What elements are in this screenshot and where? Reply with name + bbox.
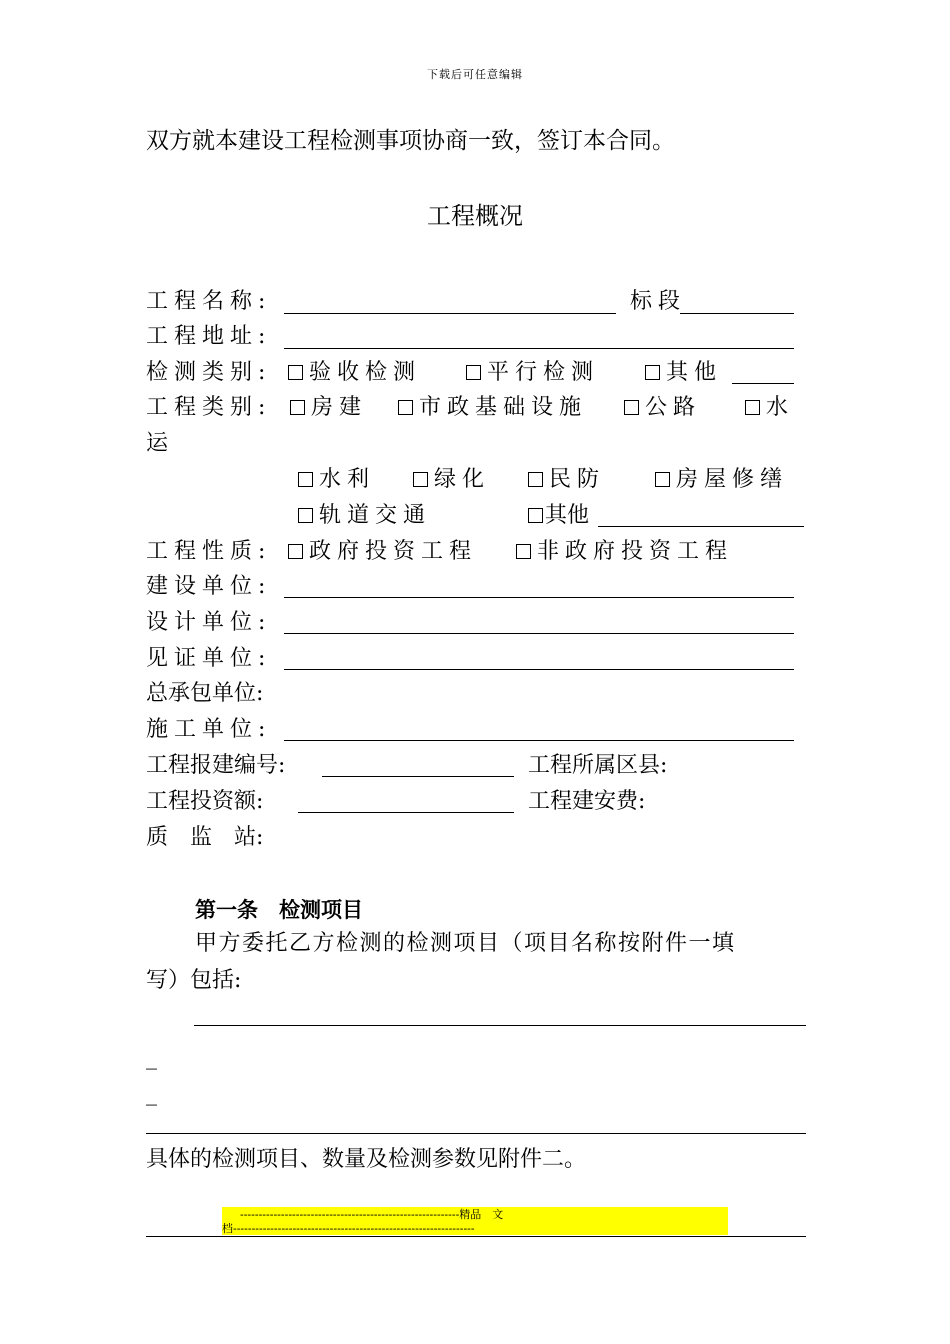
input-line-section[interactable] — [680, 313, 794, 314]
checkbox-icon[interactable] — [398, 400, 413, 415]
checkbox-icon[interactable] — [528, 508, 543, 523]
input-line-project-name[interactable] — [284, 313, 616, 314]
footer-rule — [146, 1236, 806, 1237]
article1-paragraph-line2: 写）包括: — [146, 968, 242, 993]
checkbox-icon[interactable] — [624, 400, 639, 415]
input-line-witness[interactable] — [284, 669, 794, 670]
label-project-nature: 工程性质: — [146, 539, 272, 564]
option-government-investment[interactable]: 政府投资工程 — [288, 538, 477, 566]
checkbox-icon[interactable] — [516, 544, 531, 559]
input-line-designer[interactable] — [284, 633, 794, 634]
dash-mark-1: _ — [146, 1045, 157, 1070]
input-line-report-number[interactable] — [322, 776, 514, 777]
option-highway[interactable]: 公路 — [624, 394, 701, 422]
input-line-other-test[interactable] — [732, 383, 794, 384]
input-line-constructor[interactable] — [284, 740, 794, 741]
checkbox-icon[interactable] — [298, 508, 313, 523]
option-municipal[interactable]: 市政基础设施 — [398, 394, 587, 422]
dash-mark-2: _ — [146, 1081, 157, 1106]
article1-paragraph-line1: 甲方委托乙方检测的检测项目（项目名称按附件一填 — [195, 931, 736, 956]
checkbox-icon[interactable] — [288, 365, 303, 380]
article1-detail: 具体的检测项目、数量及检测参数见附件二。 — [146, 1147, 587, 1172]
checkbox-icon[interactable] — [645, 365, 660, 380]
input-line-builder[interactable] — [284, 597, 794, 598]
footer-line2: 档----------------------------------------------------------------- — [222, 1222, 475, 1235]
option-acceptance-test[interactable]: 验收检测 — [288, 359, 421, 387]
option-non-government-investment[interactable]: 非政府投资工程 — [516, 538, 733, 566]
label-project-type: 工程类别: — [146, 395, 272, 420]
option-house-repair[interactable]: 房屋修缮 — [655, 466, 788, 494]
option-water-conservancy[interactable]: 水利 — [298, 466, 375, 494]
label-constructor: 施工单位: — [146, 717, 272, 742]
checkbox-icon[interactable] — [528, 472, 543, 487]
checkbox-icon[interactable] — [466, 365, 481, 380]
label-builder: 建设单位: — [146, 574, 272, 599]
checkbox-icon[interactable] — [298, 472, 313, 487]
option-water-transport-wrap: 运 — [146, 431, 169, 456]
option-other-test[interactable]: 其他 — [645, 359, 722, 387]
article1-heading: 第一条 检测项目 — [195, 898, 363, 922]
section-title: 工程概况 — [427, 202, 523, 230]
intro-text: 双方就本建设工程检测事项协商一致，签订本合同。 — [146, 128, 675, 154]
input-line-project-address[interactable] — [284, 348, 794, 349]
label-report-number: 工程报建编号: — [146, 753, 286, 778]
label-project-name: 工程名称: — [146, 289, 272, 314]
input-line-other-project[interactable] — [598, 526, 804, 527]
option-civil-defense[interactable]: 民防 — [528, 466, 605, 494]
label-witness: 见证单位: — [146, 646, 272, 671]
option-greening[interactable]: 绿化 — [413, 466, 490, 494]
label-project-address: 工程地址: — [146, 324, 272, 349]
option-water-transport[interactable]: 水 — [745, 394, 794, 422]
label-designer: 设计单位: — [146, 610, 272, 635]
checkbox-icon[interactable] — [290, 400, 305, 415]
checkbox-icon[interactable] — [413, 472, 428, 487]
option-other-project[interactable]: 其他 — [528, 502, 589, 530]
option-rail-transit[interactable]: 轨道交通 — [298, 502, 431, 530]
label-supervision-station: 质 监 站: — [146, 825, 264, 850]
label-general-contractor: 总承包单位: — [146, 681, 264, 706]
label-test-type: 检测类别: — [146, 360, 272, 385]
input-line-test-items-2[interactable] — [146, 1133, 806, 1134]
label-install-fee: 工程建安费: — [528, 789, 646, 814]
page-header: 下载后可任意编辑 — [427, 68, 523, 81]
checkbox-icon[interactable] — [288, 544, 303, 559]
checkbox-icon[interactable] — [745, 400, 760, 415]
label-investment: 工程投资额: — [146, 789, 264, 814]
label-district: 工程所属区县: — [528, 753, 668, 778]
option-housing[interactable]: 房建 — [290, 394, 367, 422]
footer-line1: -----------------------------------------------------------精品 文 — [240, 1208, 504, 1221]
checkbox-icon[interactable] — [655, 472, 670, 487]
option-parallel-test[interactable]: 平行检测 — [466, 359, 599, 387]
input-line-investment[interactable] — [298, 812, 514, 813]
input-line-test-items-1[interactable] — [194, 1025, 806, 1026]
label-section: 标段 — [630, 289, 687, 314]
